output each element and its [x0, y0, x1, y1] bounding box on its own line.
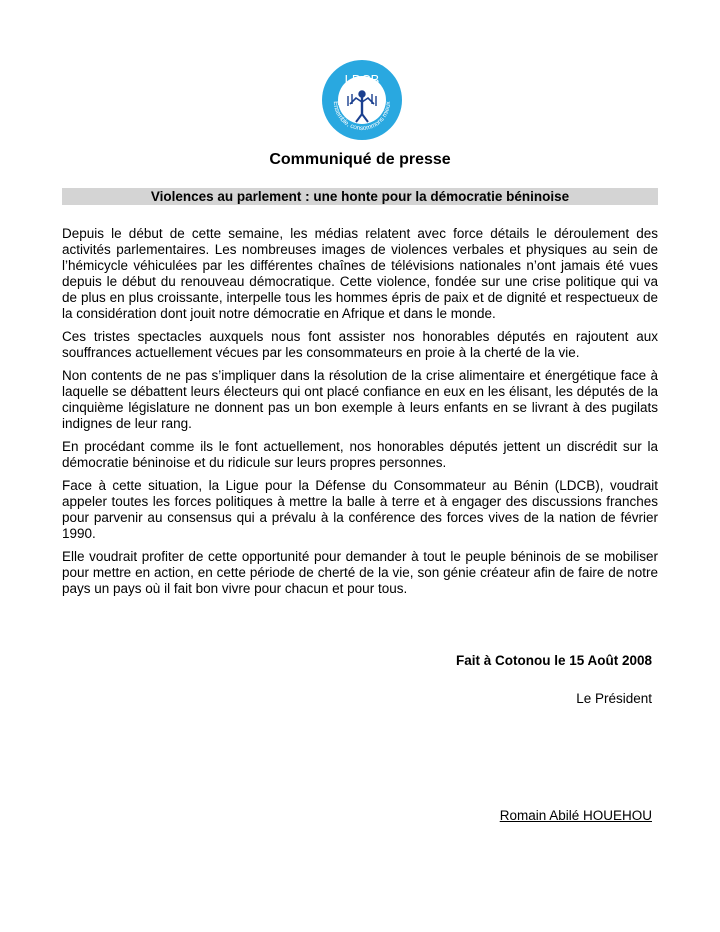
signature-place-date: Fait à Cotonou le 15 Août 2008 [455, 653, 652, 668]
logo-acronym: LDCB [344, 72, 380, 87]
ldcb-logo [320, 58, 404, 142]
paragraph-1: Depuis le début de cette semaine, les médias relatent avec force détails le déroulement des activités parlementaires. Les nombreuses images de violences verbales et physiques au sein de l’hémicycle véhiculées par les différentes chaînes de télévisions nationales n’ont jamais été vues depuis le début du renouveau démocratique. Cette violence, fondée sur une crise politique qui va de plus en plus croissante, interpelle tous les hommes épris de paix et de dignité et respectueux de la considération dont jouit notre démocratie en Afrique et dans le monde. [62, 226, 658, 321]
document-title: Communiqué de presse [269, 151, 451, 168]
signature-role: Le Président [576, 691, 652, 706]
signature-name: Romain Abilé HOUEHOU [499, 808, 652, 823]
paragraph-2: Ces tristes spectacles auxquels nous font assister nos honorables députés en rajoutent aux souffrances actuellement vécues par les consommateurs en proie à la cherté de la vie. [62, 329, 658, 360]
document-subtitle: Violences au parlement : une honte pour la démocratie béninoise [62, 188, 658, 205]
ldcb-logo-seal [320, 58, 404, 142]
paragraph-5: Face à cette situation, la Ligue pour la Défense du Consommateur au Bénin (LDCB), voudrait appeler toutes les forces politiques à mettre la balle à terre et à engager des discussions franches pour parvenir au consensus qui a prévalu à la conférence des forces vives de la nation de février 1990. [62, 478, 658, 541]
paragraph-4: En procédant comme ils le font actuellement, nos honorables députés jettent un discrédit sur la démocratie béninoise et du ridicule sur leurs propres personnes. [62, 439, 658, 470]
paragraph-6: Elle voudrait profiter de cette opportunité pour demander à tout le peuple béninois de se mobiliser pour mettre en action, en cette période de cherté de la vie, son génie créateur afin de faire de notre pays un pays où il fait bon vivre pour chacun et pour tous. [62, 549, 658, 596]
paragraph-3: Non contents de ne pas s’impliquer dans la résolution de la crise alimentaire et énergétique face à laquelle se débattent leurs électeurs qui ont placé confiance en eux en les élisant, les députés de la cinquième législature ne donnent pas un bon exemple à leurs enfants en se livrant à des pugilats indignes de leur rang. [62, 368, 658, 431]
press-release-body [62, 226, 658, 604]
logo-motto: Ensemble, consommons mieux [331, 101, 393, 133]
